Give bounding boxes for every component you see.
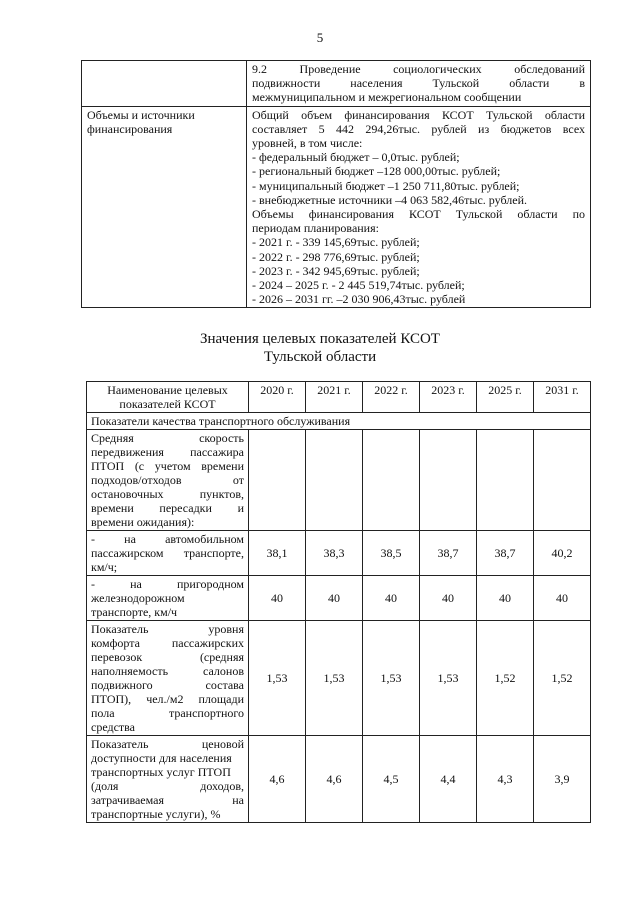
indicator-value: 1,53 bbox=[249, 621, 306, 736]
indicator-value: 1,53 bbox=[306, 621, 363, 736]
text-line: пола транспортного bbox=[91, 706, 244, 720]
header-year: 2021 г. bbox=[306, 382, 363, 413]
text-line: - федеральный бюджет – 0,0тыс. рублей; bbox=[252, 150, 460, 165]
indicator-name bbox=[87, 430, 249, 531]
text-line: - 2021 г. - 339 145,69тыс. рублей; bbox=[252, 235, 420, 250]
text-line: - муниципальный бюджет –1 250 711,80тыс. рублей; bbox=[252, 178, 520, 193]
indicator-value: 1,52 bbox=[477, 621, 534, 736]
indicator-value: 1,53 bbox=[420, 621, 477, 736]
indicator-value: 38,3 bbox=[306, 531, 363, 576]
text-line: подвижного состава bbox=[91, 678, 244, 692]
page-number: 5 bbox=[316, 30, 324, 45]
indicators-table bbox=[86, 381, 591, 823]
indicator-value bbox=[477, 430, 534, 531]
indicator-value: 38,7 bbox=[420, 531, 477, 576]
indicator-value: 40 bbox=[534, 576, 591, 621]
text-line: Объемы и источники bbox=[87, 107, 195, 122]
text-line: подвижности населения Тульской области в bbox=[252, 76, 585, 91]
indicator-value bbox=[249, 430, 306, 531]
text-line: средства bbox=[91, 720, 136, 734]
text-line: перевозок (средняя bbox=[91, 650, 244, 664]
indicator-value: 4,6 bbox=[249, 736, 306, 823]
table-row bbox=[87, 621, 591, 736]
text-line: - на автомобильном bbox=[91, 532, 244, 546]
text-line: (доля доходов, bbox=[91, 779, 244, 793]
funding-details bbox=[247, 106, 591, 308]
table-row bbox=[87, 430, 591, 531]
text-line: составляет 5 442 294,26тыс. рублей из бюджетов всех bbox=[252, 121, 585, 136]
text-line: финансирования bbox=[87, 121, 173, 136]
indicator-name bbox=[87, 621, 249, 736]
text-line: транспорте, км/ч bbox=[91, 605, 178, 619]
text-line: остановочных пунктов, bbox=[91, 487, 244, 501]
text-line: затрачиваемая на bbox=[91, 793, 244, 807]
passport-table bbox=[81, 60, 591, 308]
indicator-name bbox=[87, 576, 249, 621]
text-line: железнодорожном bbox=[91, 591, 185, 605]
text-line: Показатель уровня bbox=[91, 622, 244, 636]
text-line: ПТОП), чел./м2 площади bbox=[91, 692, 244, 706]
indicator-name bbox=[87, 531, 249, 576]
text-line: доступности для населения bbox=[91, 751, 232, 765]
text-line: периодам планирования: bbox=[252, 221, 379, 236]
indicator-value bbox=[363, 430, 420, 531]
indicator-value: 40,2 bbox=[534, 531, 591, 576]
text-line: пассажирском транспорте, bbox=[91, 546, 244, 560]
header-year: 2031 г. bbox=[534, 382, 591, 413]
text-line: 9.2 Проведение социологических обследований bbox=[252, 62, 585, 76]
passport-empty-cell bbox=[82, 61, 247, 107]
indicator-value bbox=[420, 430, 477, 531]
funding-label bbox=[82, 106, 247, 308]
text-line: - 2024 – 2025 г. - 2 445 519,74тыс. рублей; bbox=[252, 278, 465, 293]
indicator-value: 38,1 bbox=[249, 531, 306, 576]
text-line: - 2023 г. - 342 945,69тыс. рублей; bbox=[252, 263, 420, 278]
text-line: наполняемость салонов bbox=[91, 664, 244, 678]
passport-item-9-2 bbox=[247, 61, 591, 107]
indicator-value: 38,7 bbox=[477, 531, 534, 576]
indicator-value: 4,3 bbox=[477, 736, 534, 823]
indicator-value: 40 bbox=[477, 576, 534, 621]
indicator-value bbox=[534, 430, 591, 531]
indicator-value: 1,52 bbox=[534, 621, 591, 736]
table-row bbox=[87, 531, 591, 576]
indicator-value: 3,9 bbox=[534, 736, 591, 823]
header-indicator-name bbox=[87, 382, 249, 413]
text-line: Общий объем финансирования КСОТ Тульской области bbox=[252, 107, 585, 122]
text-line: - на пригородном bbox=[91, 577, 244, 591]
indicators-header-row bbox=[87, 382, 591, 413]
indicator-value bbox=[306, 430, 363, 531]
indicator-value: 4,5 bbox=[363, 736, 420, 823]
heading-line-2: Тульской области bbox=[263, 349, 377, 365]
passport-row-funding bbox=[82, 106, 591, 308]
indicator-value: 40 bbox=[363, 576, 420, 621]
text-line: уровней, в том числе: bbox=[252, 136, 363, 151]
text-line: ПТОП (с учетом времени bbox=[91, 459, 244, 473]
text-line: - региональный бюджет –128 000,00тыс. рублей; bbox=[252, 164, 501, 179]
indicator-value: 40 bbox=[249, 576, 306, 621]
text-line: подходов/отходов от bbox=[91, 473, 244, 487]
indicator-value: 40 bbox=[420, 576, 477, 621]
text-line: транспортные услуги), % bbox=[91, 807, 221, 821]
section-title: Показатели качества транспортного обслуживания bbox=[87, 413, 591, 430]
section-heading bbox=[0, 330, 640, 366]
text-line: межмуниципальном и межрегиональном сообщении bbox=[252, 90, 522, 105]
heading-line-1: Значения целевых показателей КСОТ bbox=[200, 331, 440, 347]
text-line: Показатель ценовой bbox=[91, 737, 244, 751]
indicator-name bbox=[87, 736, 249, 823]
text-line: времени пересадки и bbox=[91, 501, 244, 515]
text-line: км/ч; bbox=[91, 560, 118, 574]
text-line: времени ожидания): bbox=[91, 515, 195, 529]
text-line: передвижения пассажира bbox=[91, 445, 244, 459]
indicator-value: 38,5 bbox=[363, 531, 420, 576]
indicator-value: 4,6 bbox=[306, 736, 363, 823]
indicator-value: 4,4 bbox=[420, 736, 477, 823]
indicator-value: 40 bbox=[306, 576, 363, 621]
indicator-value: 1,53 bbox=[363, 621, 420, 736]
header-year: 2022 г. bbox=[363, 382, 420, 413]
text-line: Наименование целевых bbox=[107, 383, 228, 397]
text-line: - 2026 – 2031 гг. –2 030 906,43тыс. рублей bbox=[252, 292, 466, 307]
text-line: - внебюджетные источники –4 063 582,46тыс. рублей. bbox=[252, 192, 528, 207]
section-row bbox=[87, 413, 591, 430]
table-row bbox=[87, 576, 591, 621]
header-year: 2020 г. bbox=[249, 382, 306, 413]
text-line: показателей КСОТ bbox=[119, 397, 216, 411]
header-year: 2025 г. bbox=[477, 382, 534, 413]
table-row bbox=[87, 736, 591, 823]
text-line: комфорта пассажирских bbox=[91, 636, 244, 650]
passport-row-item-9-2 bbox=[82, 61, 591, 107]
header-year: 2023 г. bbox=[420, 382, 477, 413]
text-line: Объемы финансирования КСОТ Тульской области по bbox=[252, 207, 585, 222]
text-line: транспортных услуг ПТОП bbox=[91, 765, 231, 779]
text-line: Средняя скорость bbox=[91, 431, 244, 445]
text-line: - 2022 г. - 298 776,69тыс. рублей; bbox=[252, 249, 420, 264]
